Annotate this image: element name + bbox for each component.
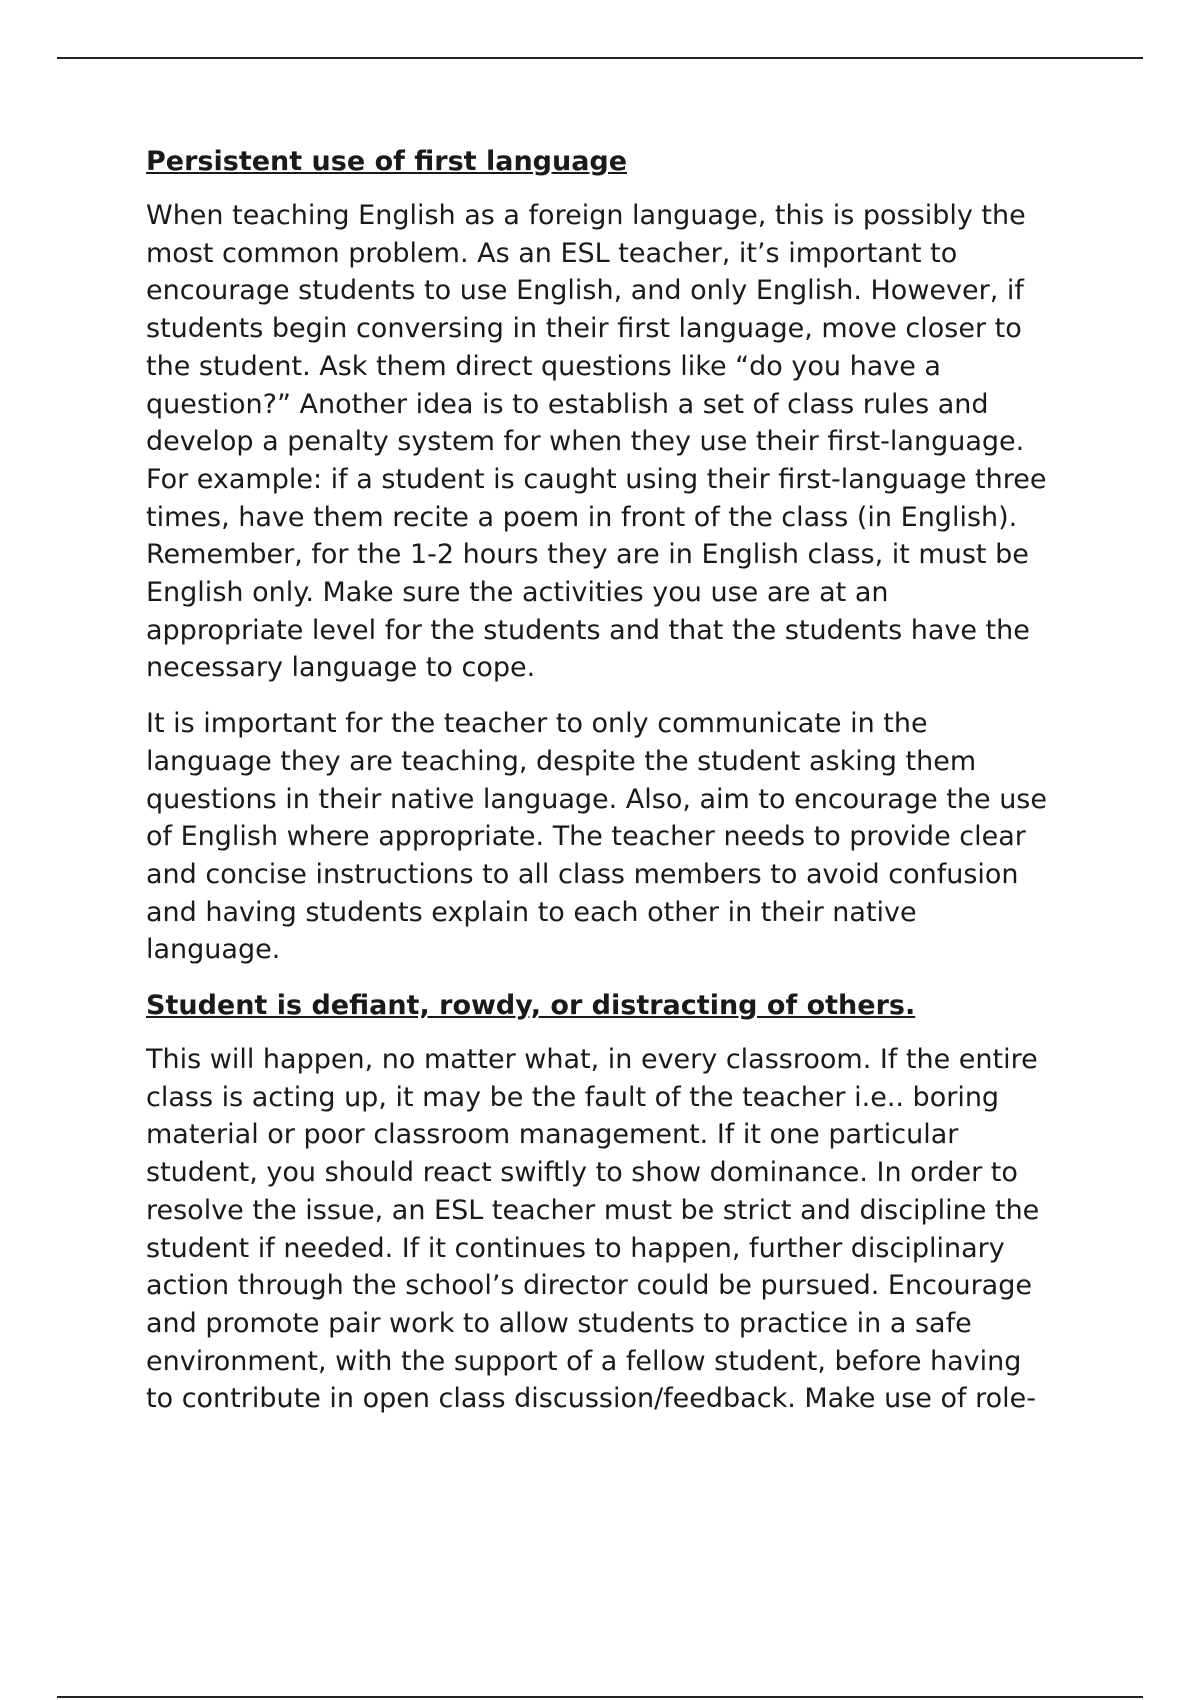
text-line: Remember, for the 1-2 hours they are in English class, it must be: [146, 539, 1029, 571]
header-rule: [57, 57, 1143, 59]
text-line: This will happen, no matter what, in every classroom. If the entire: [146, 1044, 1038, 1076]
text-line: develop a penalty system for when they use their first-language.: [146, 426, 1025, 458]
text-line: resolve the issue, an ESL teacher must be strict and discipline the: [146, 1194, 1040, 1226]
text-line: material or poor classroom management. If it one particular: [146, 1119, 959, 1151]
text-line: language they are teaching, despite the student asking them: [146, 745, 977, 777]
text-line: questions in their native language. Also, aim to encourage the use: [146, 783, 1047, 815]
text-line: question?” Another idea is to establish a set of class rules and: [146, 388, 989, 420]
text-line: student, you should react swiftly to show dominance. In order to: [146, 1157, 1018, 1189]
text-line: appropriate level for the students and that the students have the: [146, 614, 1030, 646]
text-line: environment, with the support of a fellow student, before having: [146, 1345, 1022, 1377]
footer-rule: [57, 1696, 1143, 1698]
text-line: and having students explain to each other in their native: [146, 896, 917, 928]
text-line: and promote pair work to allow students to practice in a safe: [146, 1307, 972, 1339]
paragraph-first-language-1: [146, 197, 1106, 687]
text-line: and concise instructions to all class members to avoid confusion: [146, 858, 1019, 890]
text-line: action through the school’s director could be pursued. Encourage: [146, 1270, 1032, 1302]
paragraph-first-language-2: [146, 705, 1106, 969]
document-body: [146, 143, 1106, 1436]
text-line: For example: if a student is caught using their first-language three: [146, 463, 1047, 495]
text-line: the student. Ask them direct questions like “do you have a: [146, 350, 941, 382]
text-line: It is important for the teacher to only communicate in the: [146, 708, 928, 740]
text-line: students begin conversing in their first language, move closer to: [146, 313, 1022, 345]
text-line: to contribute in open class discussion/feedback. Make use of role-: [146, 1383, 1036, 1415]
text-line: When teaching English as a foreign language, this is possibly the: [146, 200, 1026, 231]
text-line: times, have them recite a poem in front of the class (in English).: [146, 501, 1018, 533]
text-line: of English where appropriate. The teacher needs to provide clear: [146, 821, 1026, 853]
text-line: encourage students to use English, and only English. However, if: [146, 275, 1024, 307]
text-line: most common problem. As an ESL teacher, it’s important to: [146, 237, 958, 269]
text-line: necessary language to cope.: [146, 652, 536, 684]
section-heading-defiant-student: Student is defiant, rowdy, or distracting of others.: [146, 990, 916, 1022]
text-line: student if needed. If it continues to happen, further disciplinary: [146, 1232, 1005, 1264]
text-line: English only. Make sure the activities you use are at an: [146, 577, 889, 609]
paragraph-defiant-student-1: [146, 1041, 1106, 1418]
section-heading-first-language: Persistent use of first language: [146, 146, 628, 177]
text-line: language.: [146, 934, 281, 966]
text-line: class is acting up, it may be the fault of the teacher i.e.. boring: [146, 1081, 1000, 1113]
